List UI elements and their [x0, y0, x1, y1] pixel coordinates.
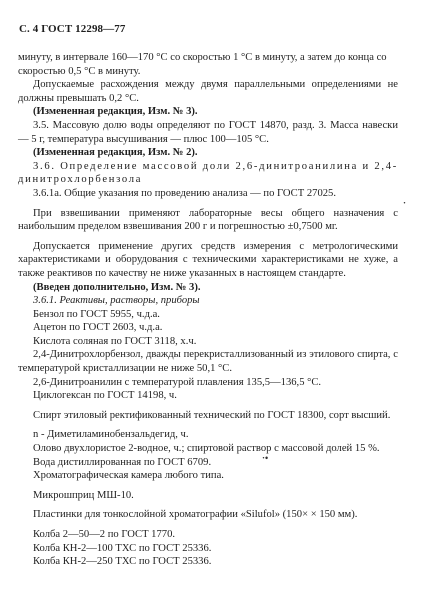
list-item: 2,4-Динитрохлорбензол, дважды перекристаллизованный из этилового спирта, с температурой кристаллизации не ниже 50,1 °С.: [18, 349, 398, 375]
paragraph: 3.6.1а. Общие указания по проведению анализа — по ГОСТ 27025.: [33, 187, 336, 199]
list-item: Вода дистиллированная по ГОСТ 6709.: [33, 456, 212, 468]
paragraph: минуту, в интервале 160—170 °С со скоростью 1 °С в минуту, а затем до конца со скоростью 0,5 °С в минуту.: [18, 52, 387, 77]
list-item: Спирт этиловый ректификованный технический по ГОСТ 18300, сорт высший.: [33, 409, 391, 421]
list-item: Микрошприц МШ-10.: [33, 489, 134, 501]
list-item: Кислота соляная по ГОСТ 3118, х.ч.: [33, 335, 197, 347]
paragraph: (Введен дополнительно, Изм. № 3).: [33, 281, 201, 293]
paragraph: Допускаемые расхождения между двумя параллельными определениями не должны превышать 0,2 °С.: [18, 79, 398, 104]
list-item: Колба КН-2—100 ТХС по ГОСТ 25336.: [33, 542, 212, 554]
paragraph: Допускается применение других средств измерения с метрологическими характеристиками и оборудования с техническими характеристиками не хуже, а также реактивов по качеству не ниже указанных в настоящем стандарте.: [18, 240, 398, 279]
paragraph: (Измененная редакция, Изм. № 2).: [33, 147, 198, 159]
list-item: 2,6-Динитроанилин с температурой плавления 135,5—136,5 °С.: [33, 376, 322, 388]
section-heading: 3.6. Определение массовой доли 2,6-динитроанилина и 2,4-динитрохлорбензола: [18, 160, 398, 186]
list-item: Олово двухлористое 2-водное, ч.; спиртовой раствор с массовой долей 15 %.: [33, 443, 380, 455]
list-item: n - Диметиламинобензальдегид, ч.: [33, 429, 189, 441]
margin-mark: ·: [403, 198, 407, 208]
list-item: Пластинки для тонкослойной хроматографии «Silufol» (150× × 150 мм).: [33, 509, 358, 521]
list-item: Бензол по ГОСТ 5955, ч.д.а.: [33, 308, 160, 320]
subsection-heading: 3.6.1. Реактивы, растворы, приборы: [33, 295, 200, 307]
margin-mark: ·•: [262, 453, 269, 463]
paragraph: (Измененная редакция, Изм. № 3).: [33, 106, 198, 118]
body-text: [18, 51, 398, 569]
list-item: Циклогексан по ГОСТ 14198, ч.: [33, 390, 177, 402]
page-header: С. 4 ГОСТ 12298—77: [19, 23, 126, 35]
list-item: Колба 2—50—2 по ГОСТ 1770.: [33, 529, 176, 540]
paragraph: 3.5. Массовую долю воды определяют по ГОСТ 14870, разд. 3. Масса навески — 5 г, температура высушивания — плюс 100—105 °С.: [18, 119, 398, 145]
paragraph: При взвешивании применяют лабораторные весы общего назначения с наибольшим пределом взвешивания 200 г и погрешностью ±0,7500 мг.: [18, 207, 398, 233]
list-item: Колба КН-2—250 ТХС по ГОСТ 25336.: [33, 556, 212, 568]
list-item: Хроматографическая камера любого типа.: [33, 470, 224, 482]
list-item: Ацетон по ГОСТ 2603, ч.д.а.: [33, 322, 163, 334]
